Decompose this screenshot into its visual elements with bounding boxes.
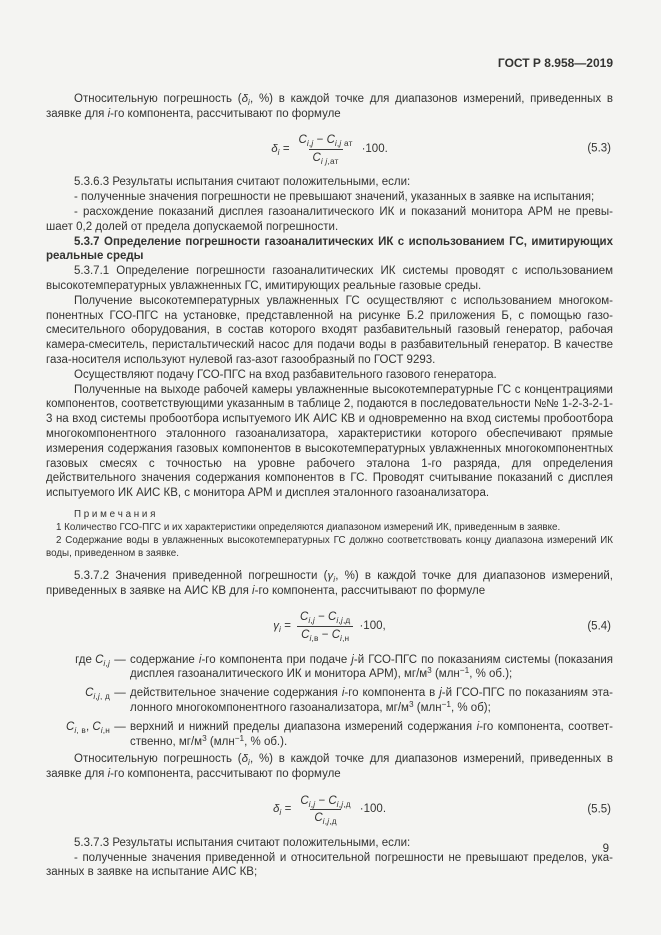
em-dash: — [114,720,126,733]
equation-lhs: $\gamma_i$ = [273,620,292,634]
equation-multiplier: ·100, [359,620,386,633]
equation [273,610,385,643]
where-definition: содержание i-го компонента при подаче j-й ГСО-ПГС по показаниям системы (показания дисплея газоаналитического ИК и монитора АРМ), $мг/м^3$ (млн$^{-1}$, % об.); [130,653,613,681]
standard-number: ГОСТ Р 8.958—2019 [497,56,613,70]
paragraph: - полученные значения приведенной и относительной погрешности не превышают пределов, указанных в заявке на испытание АИС КВ; [46,851,613,879]
where-list [46,653,613,750]
note-text: 2 Содержание воды в увлажненных высокотемпературных ГС должно соответствовать концу диапазона измерений ИК воды, приведенном в заявке. [46,534,613,559]
em-dash: — [114,687,126,700]
paragraph: 5.3.7.3 Результаты испытания считают положительными, если: [74,836,411,849]
fraction-denominator: $C_{i,j,д}$ [310,809,340,826]
equation-lhs: $\delta_i$ = [271,142,290,157]
fraction-numerator: $C_{i,j} - C_{i,j,д}$ [300,794,351,809]
document-header [46,56,613,71]
formula-block [46,130,613,168]
equation-multiplier: ·100. [359,803,387,816]
equation [273,794,386,827]
document-body [46,92,613,880]
equation-multiplier: ·100. [361,142,388,155]
where-term: $C_{i,j, д}$ [85,687,110,701]
equation-number: (5.3) [587,142,611,155]
notes-label: П р и м е ч а н и я [74,508,156,520]
where-item [46,686,613,716]
fraction-numerator: $C_{i,j} - C_{i,j,д}$ [300,611,351,626]
paragraph: Полученные на выходе рабочей камеры увлажненные высокотемпературные ГС с концентрациями компонентов, соответствующими указанным в таблице 2, подаются в последовательности №№ 1-2-3-2-1-3 на вход системы пробоотбора испытуемого ИК АИС КВ и одновременно на вход системы пробоотбора многокомпонентного эталонного газоанализатора, характеристики которого обеспечивают прямые измерения содержания газовых компонентов в высокотемпературных увлажненных многокомпонентных газовых смесях с точностью на уровне рабочего эталона 1-го разряда, для определения действительного значения содержания компонентов в ГС. Проводят считывание показаний с дисплея испытуемого ИК АИС КВ, с монитора АРМ и дисплея эталонного газоанализатора. [46,383,613,500]
note-text: 1 Количество ГСО-ПГС и их характеристики определяются диапазоном измерений ИК, приведенным в заявке. [56,521,561,533]
where-item [46,720,613,750]
paragraph: - расхождение показаний дисплея газоаналитического ИК и показаний монитора АРМ не превышает 0,2 долей от предела допускаемой погрешности. [46,205,613,233]
where-definition: действительное значение содержания i-го компонента в j-й ГСО-ПГС по показаниям эталонного многокомпонентного газоанализатора, $мг/м^3$ (млн$^{-1}$, % об); [130,687,613,714]
paragraph: Относительную погрешность ($\delta_i$, %) в каждой точке для диапазонов измерений, приведенных в заявке для i-го компонента, рассчитывают по формуле [46,92,613,120]
where-item [46,653,613,683]
paragraph: - полученные значения погрешности не превышают значений, указанных в заявке на испытания; [74,191,595,204]
where-term: где $C_{i,j}$ [75,653,110,668]
fraction [296,794,354,827]
paragraph: Осуществляют подачу ГСО-ПГС на вход разбавительного газового генератора. [74,368,497,381]
paragraph: 5.3.7.2 Значения приведенной погрешности ($\gamma_i$, %) в каждой точке для диапазонов измерений, приведенных в заявке на АИС КВ для i-го компонента, рассчитывают по формуле [46,569,613,597]
fraction [296,610,354,643]
paragraph: Относительную погрешность ($\delta_i$, %) в каждой точке для диапазонов измерений, приведенных в заявке для i-го компонента, рассчитывают по формуле [46,753,613,781]
equation-number: (5.5) [587,803,611,816]
page-number: 9 [602,843,609,855]
page-footer [603,842,609,857]
where-term: $C_{i, в}$, $C_{i,н}$ [66,720,110,735]
where-definition: верхний и нижний пределы диапазона измерений содержания i-го компонента, соответственно, $мг/м^3$ (млн$^{-1}$, % об.). [130,720,613,748]
paragraph: 5.3.6.3 Результаты испытания считают положительными, если: [74,176,411,189]
section-heading: 5.3.7 Определение погрешности газоаналитических ИК с использованием ГС, имитирующих реальные среды [46,235,613,263]
fraction-denominator: $C_{i j,ат}$ [309,149,343,166]
paragraph: 5.3.7.1 Определение погрешности газоаналитических ИК системы проводят с использованием высокотемпературных увлажненных ГС, имитирующих реальные газовые среды. [46,265,613,292]
formula-block [46,791,613,829]
em-dash: — [114,653,126,666]
fraction-denominator: $C_{i,в} - C_{i,н}$ [297,626,353,643]
paragraph: Получение высокотемпературных увлажненных ГС осуществляют с использованием многокомпонентных ГСО-ПГС на установке, представленной на рисунке Б.2 приложения Б, с помощью газосмесительного оборудования, в состав которого входят разбавительный газовый генератор, рабочая камера-смеситель, перистальтический насос для подачи воды в разбавительный генератор. В качестве газа-носителя используют нулевой газ-азот газообразный по ГОСТ 9293. [46,294,613,366]
formula-block [46,608,613,646]
fraction [295,133,357,166]
equation-number: (5.4) [587,620,611,633]
equation-lhs: $\delta_i$ = [272,803,292,818]
equation [271,133,388,166]
fraction-numerator: $C_{i,j} - C_{i,j ат}$ [298,134,353,148]
